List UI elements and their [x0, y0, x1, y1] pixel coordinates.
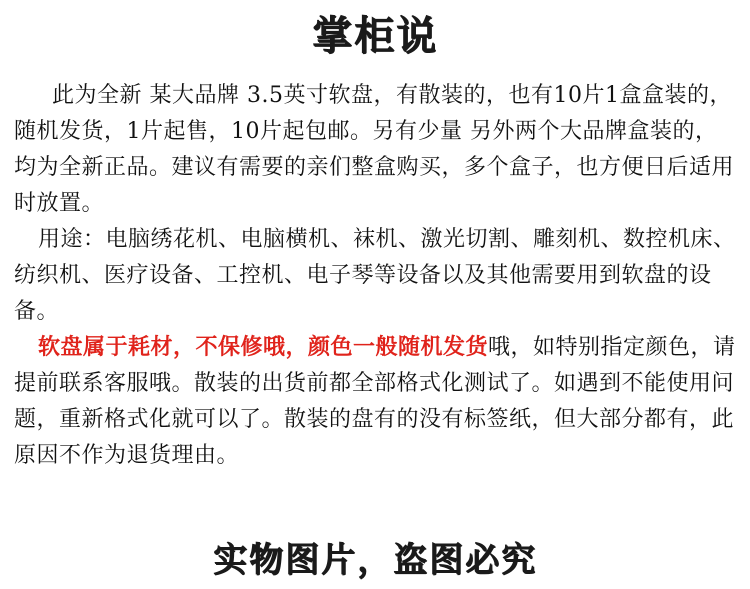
intro-paragraph: 此为全新 某大品牌 3.5英寸软盘，有散装的，也有10片1盒盒装的，随机发货，1片起售，10片起包邮。另有少量 另外两个大品牌盒装的，均为全新正品。建议有需要的亲们整盒购买，多个盒子，也方便日后适用时放置。 — [14, 83, 735, 216]
page-title: 掌柜说 — [312, 13, 438, 59]
notice-paragraph — [14, 330, 736, 474]
notice-highlight: 软盘属于耗材，不保修哦，颜色一般随机发货 — [38, 335, 489, 360]
usage-paragraph: 用途：电脑绣花机、电脑横机、袜机、激光切割、雕刻机、数控机床、纺织机、医疗设备、工控机、电子琴等设备以及其他需要用到软盘的设备。 — [14, 227, 736, 324]
notice-text: 哦，如特别指定颜色，请提前联系客服哦。散装的出货前都全部格式化测试了。如遇到不能使用问题，重新格式化就可以了。散装的盘有的没有标签纸，但大部分都有，此原因不作为退货理由。 — [14, 335, 736, 468]
description-body — [14, 78, 736, 474]
footer-watermark-text: 实物图片，盗图必究 — [213, 540, 537, 580]
